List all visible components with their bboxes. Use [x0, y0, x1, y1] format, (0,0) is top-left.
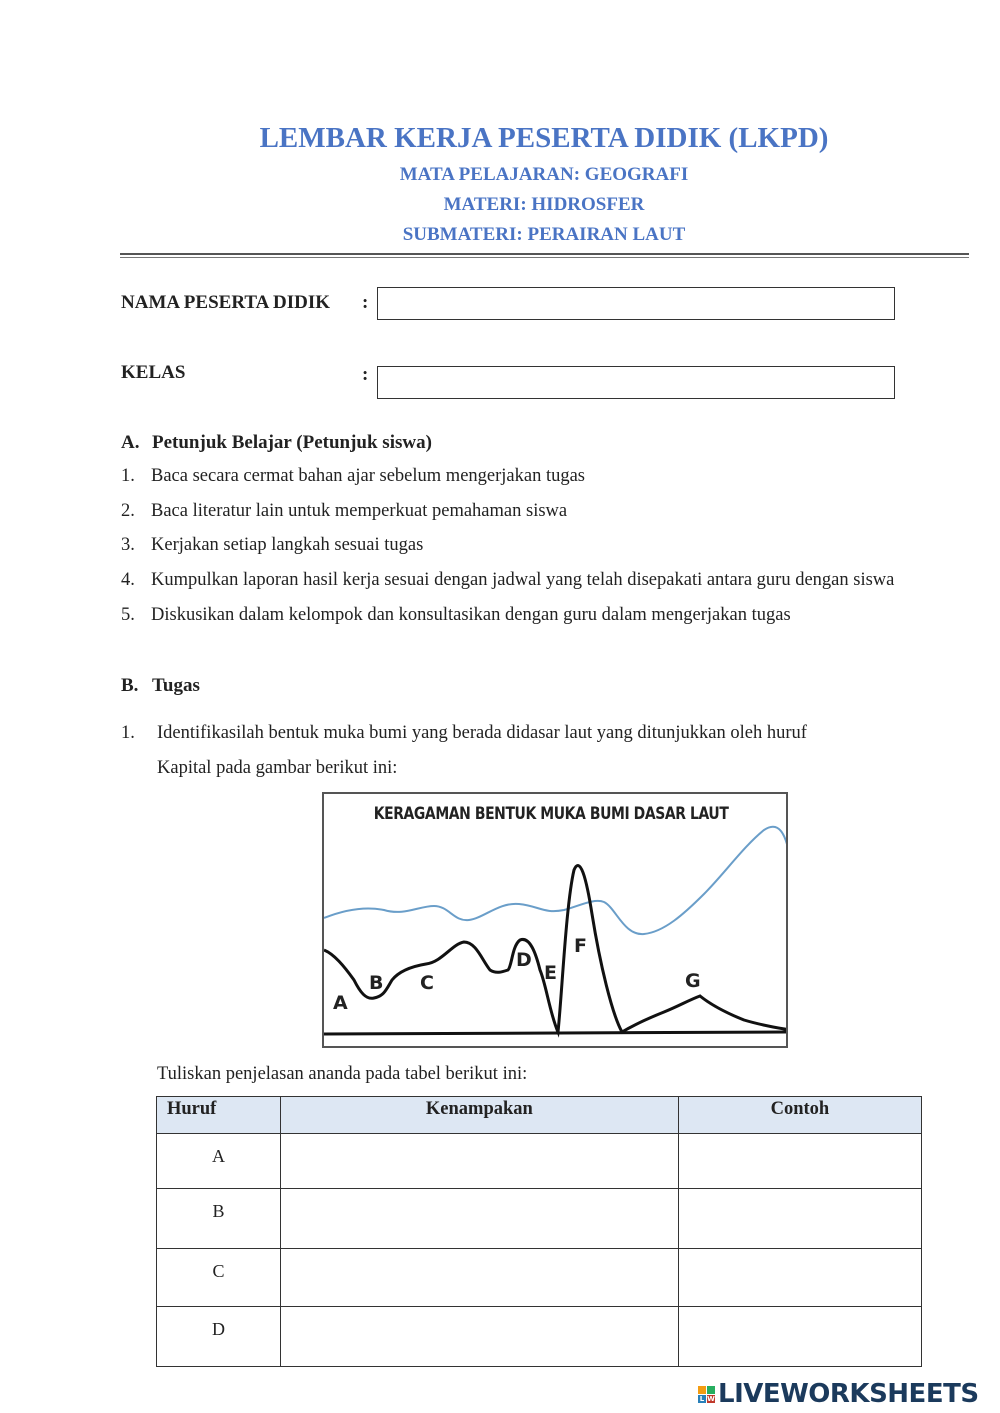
row-feature-cell[interactable] — [280, 1307, 678, 1367]
logo-letter: L — [699, 1394, 705, 1403]
instruction-text: Kumpulkan laporan hasil kerja sesuai dengan jadwal yang telah disepakati antara guru dengan siswa — [151, 570, 895, 590]
worksheet-title: LEMBAR KERJA PESERTA DIDIK (LKPD) — [259, 122, 829, 154]
row-example-cell[interactable] — [678, 1249, 921, 1307]
diagram-letter: D — [516, 949, 532, 971]
diagram-letter: F — [574, 935, 587, 957]
brand-name: LIVEWORKSHEETS — [718, 1379, 979, 1409]
instruction-number: 3. — [121, 535, 135, 555]
task-text-line2: Kapital pada gambar berikut ini: — [157, 758, 398, 778]
section-a-title: Petunjuk Belajar (Petunjuk siswa) — [152, 432, 432, 453]
material-label: MATERI: HIDROSFER — [443, 194, 645, 215]
table-header-row — [157, 1097, 922, 1134]
instruction-number: 5. — [121, 605, 135, 625]
header-feature: Kenampakan — [280, 1097, 678, 1134]
row-example-cell[interactable] — [678, 1134, 921, 1189]
diagram-letter: B — [369, 972, 384, 994]
row-example-cell[interactable] — [678, 1307, 921, 1367]
class-label: KELAS — [121, 362, 186, 383]
name-colon: : — [362, 292, 369, 313]
instruction-text: Baca literatur lain untuk memperkuat pemahaman siswa — [151, 501, 568, 521]
table-intro: Tuliskan penjelasan ananda pada tabel berikut ini: — [157, 1064, 528, 1084]
liveworksheets-logo-icon — [698, 1386, 715, 1403]
header-letter: Huruf — [157, 1097, 281, 1134]
answer-table — [156, 1096, 922, 1367]
section-b-title: Tugas — [152, 675, 200, 696]
sea-surface-line — [324, 827, 788, 934]
student-name-label: NAMA PESERTA DIDIK — [121, 292, 331, 313]
seafloor-profile-line — [324, 866, 788, 1032]
header-example: Contoh — [678, 1097, 921, 1134]
instruction-item — [121, 605, 791, 626]
instruction-text: Diskusikan dalam kelompok dan konsultasikan dengan guru dalam mengerjakan tugas — [151, 605, 791, 625]
logo-square — [698, 1386, 706, 1394]
instruction-item — [121, 501, 567, 522]
logo-square — [707, 1386, 715, 1394]
task-text-line1: Identifikasilah bentuk muka bumi yang berada didasar laut yang ditunjukkan oleh huruf — [157, 723, 807, 743]
seafloor-diagram — [322, 792, 788, 1048]
row-feature-cell[interactable] — [280, 1189, 678, 1249]
diagram-letter: G — [685, 970, 701, 992]
instruction-number: 4. — [121, 570, 135, 590]
table-row — [157, 1134, 922, 1189]
section-b-number: B. — [121, 675, 139, 696]
student-name-field[interactable] — [377, 287, 895, 320]
class-colon: : — [362, 364, 369, 385]
table-row — [157, 1249, 922, 1307]
row-feature-cell[interactable] — [280, 1249, 678, 1307]
row-letter: D — [157, 1307, 281, 1367]
diagram-letter: A — [333, 992, 348, 1014]
submaterial-label: SUBMATERI: PERAIRAN LAUT — [402, 224, 686, 245]
row-letter: B — [157, 1189, 281, 1249]
table-row — [157, 1189, 922, 1249]
row-letter: C — [157, 1249, 281, 1307]
section-a-heading — [121, 432, 432, 454]
instruction-text: Baca secara cermat bahan ajar sebelum mengerjakan tugas — [151, 466, 586, 486]
diagram-letter: C — [420, 972, 434, 994]
row-feature-cell[interactable] — [280, 1134, 678, 1189]
row-example-cell[interactable] — [678, 1189, 921, 1249]
row-letter: A — [157, 1134, 281, 1189]
section-b-heading — [121, 675, 200, 697]
task-number: 1. — [121, 723, 135, 743]
table-row — [157, 1307, 922, 1367]
diagram-letter: E — [544, 962, 557, 984]
subject-label: MATA PELAJARAN: GEOGRAFI — [399, 164, 689, 185]
instruction-item — [121, 570, 894, 591]
instruction-text: Kerjakan setiap langkah sesuai tugas — [151, 535, 424, 555]
instruction-number: 1. — [121, 466, 135, 486]
instruction-item — [121, 535, 423, 556]
section-a-number: A. — [121, 432, 140, 453]
instruction-item — [121, 466, 585, 487]
instruction-number: 2. — [121, 501, 135, 521]
diagram-title: KERAGAMAN BENTUK MUKA BUMI DASAR LAUT — [373, 804, 729, 824]
diagram-baseline — [324, 1032, 788, 1034]
liveworksheets-brand — [698, 1376, 979, 1412]
class-field[interactable] — [377, 366, 895, 399]
seafloor-svg — [324, 794, 788, 1048]
header-divider — [120, 253, 969, 255]
header-divider-thin — [120, 257, 969, 258]
logo-letter: W — [707, 1394, 715, 1403]
